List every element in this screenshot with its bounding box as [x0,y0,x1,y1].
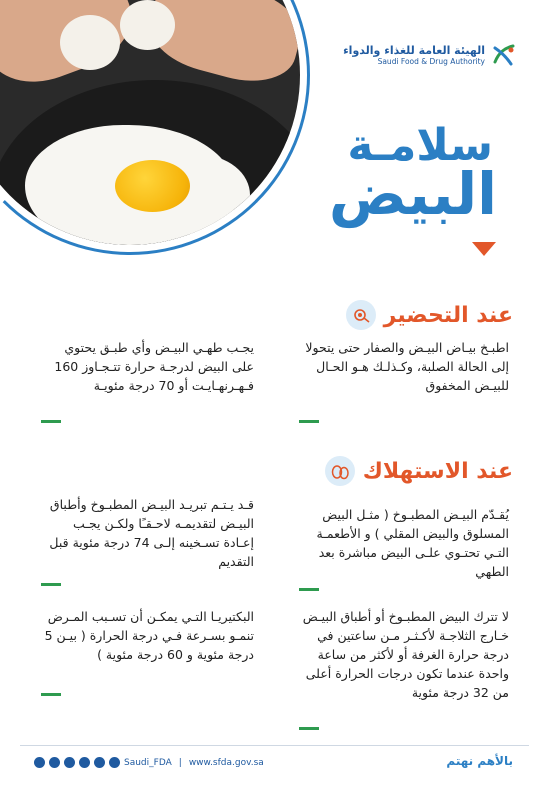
sfda-logo [343,42,517,68]
footer-social [34,757,264,768]
divider-dash [299,420,319,423]
instagram-icon[interactable] [64,757,75,768]
divider-dash [299,588,319,591]
website-link[interactable]: www.sfda.gov.sa [188,757,264,768]
preparation-heading [346,300,513,330]
divider-dash [41,420,61,423]
eggshell-left [60,15,120,70]
egg-yolk [115,160,190,212]
consumption-left-text-2: البكتيريـا التـي يمكـن أن تسـبب المـرض تنمـو بسـرعة فـي درجة الحرارة ( بيـن 5 درجة مئوية و 60 درجة مئوية ) [44,609,254,662]
divider-dash [41,693,61,696]
logo-english-name: Saudi Food & Drug Authority [377,57,485,66]
divider-dash [299,727,319,730]
sfda-logo-icon [491,42,517,68]
slogan: بالأهم نهتم [446,754,513,768]
eggshell-right [120,0,175,50]
youtube-icon[interactable] [49,757,60,768]
pan-icon [346,300,376,330]
triangle-marker [472,242,496,256]
consumption-heading [325,456,513,486]
consumption-right-text-2: لا تترك البيض المطبـوخ أو أطباق البيـض خـارج الثلاجـة لأكـثـر مـن ساعتين في درجة حرارة الغرفة أو لأكثر من ساعة واحدة عندما تكون درجات الحرارة أعلى من 32 درجة مئوية [302,609,509,700]
snapchat-icon[interactable] [34,757,45,768]
logo-arabic-name: الهيئة العامة للغذاء والدواء [343,44,485,57]
preparation-heading-label: عند التحضير [383,302,513,328]
eggs-icon [325,456,355,486]
title-line-1: سلامـة [347,120,493,171]
preparation-right-text: اطبـخ بيـاض البيـض والصفار حتى يتحولا إلى الحالة الصلبة، وكـذلـك هـو الحـال للبيـض المخفوق [305,340,509,393]
twitter-icon[interactable] [109,757,120,768]
footer-separator: | [178,757,182,768]
divider-dash [41,583,61,586]
preparation-left-text: يجـب طهـي البيـض وأي طبـق يحتوي على البيض لدرجـة حرارة تتـجـاوز 160 فـهـرنهـايـت أو 70 درجة مئويـة [54,340,254,393]
title-line-2: البيض [328,160,497,228]
social-handle[interactable]: Saudi_FDA [124,757,172,768]
facebook-icon[interactable] [79,757,90,768]
linkedin-icon[interactable] [94,757,105,768]
consumption-left-text-1: قـد يـتـم تبريـد البيـض المطبـوخ وأطباق البيـض لتقديمـه لاحـقـًا ولكـن يجـب إعـادة تسـخينه إلـى 74 درجة مئوية قبل التقديم [49,497,254,569]
fried-egg-photo [0,0,300,245]
footer-divider [20,745,529,746]
consumption-heading-label: عند الاستهلاك [362,458,513,484]
consumption-right-text-1: يُقـدّم البيـض المطبـوخ ( مثـل البيض المسلوق والبيض المقلي ) و الأطعمـة التـي تحتـوي علـى البيض مباشرة بعد الطهي [316,507,509,579]
